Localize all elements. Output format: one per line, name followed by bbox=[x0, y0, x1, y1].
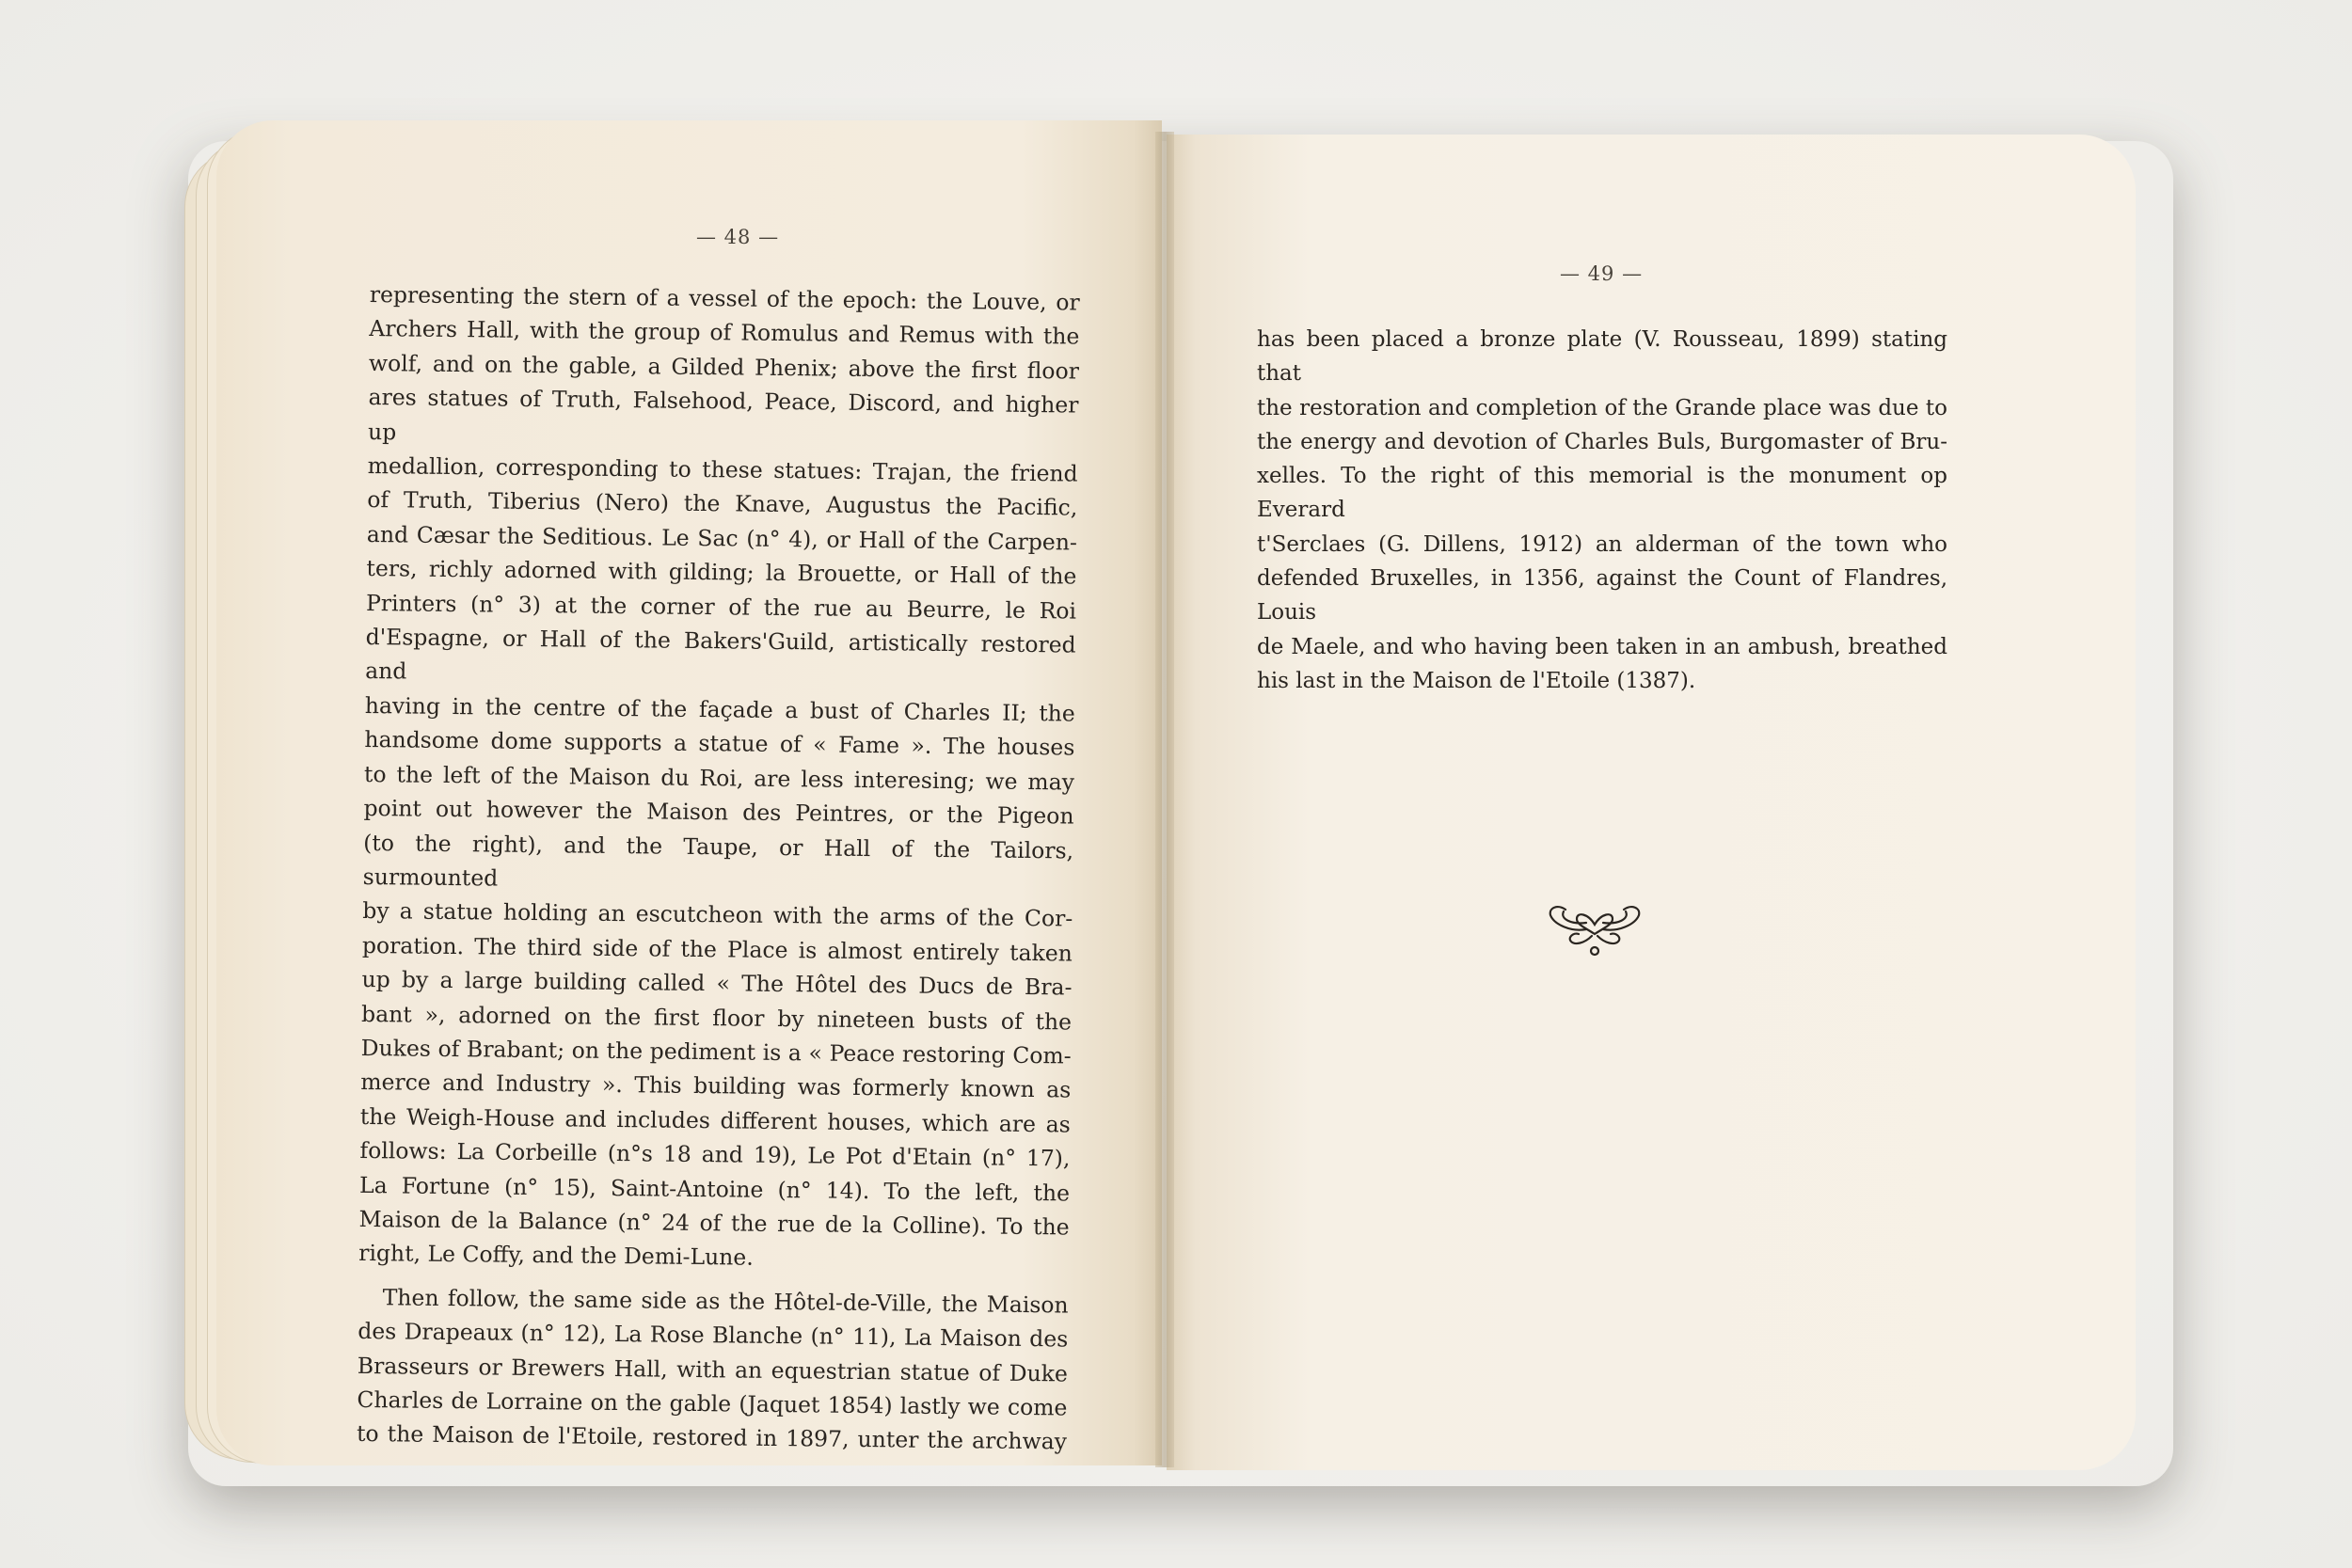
text-line: of Truth, Tiberius (Nero) the Knave, Augustus the Pacific, bbox=[367, 486, 1078, 521]
left-page-text bbox=[357, 277, 1080, 1459]
text-line: medallion, corresponding to these statues: Trajan, the friend bbox=[367, 452, 1078, 487]
book-gutter bbox=[1155, 132, 1174, 1467]
right-page-text bbox=[1257, 323, 1947, 698]
text-line: wolf, and on the gable, a Gilded Phenix; above the first floor bbox=[368, 349, 1080, 385]
text-line: Then follow, the same side as the Hôtel-de-Ville, the Maison bbox=[382, 1284, 1069, 1319]
text-line: t'Serclaes (G. Dillens, 1912) an alderman of the town who bbox=[1257, 531, 1947, 557]
text-line: ters, richly adorned with gilding; la Brouette, or Hall of the bbox=[366, 555, 1077, 590]
text-line: Printers (n° 3) at the corner of the rue au Beurre, le Roi bbox=[365, 589, 1077, 625]
text-line: the energy and devotion of Charles Buls, Burgomaster of Bru- bbox=[1257, 429, 1947, 454]
text-line: handsome dome supports a statue of « Fame ». The houses bbox=[364, 726, 1075, 761]
paragraph-2 bbox=[357, 1280, 1069, 1460]
text-line: by a statue holding an escutcheon with the arms of the Cor- bbox=[362, 897, 1073, 932]
text-line: Dukes of Brabant; on the pediment is a « Peace restoring Com- bbox=[360, 1034, 1072, 1069]
text-line: bant », adorned on the first floor by nineteen busts of the bbox=[360, 1000, 1073, 1036]
text-line: point out however the Maison des Peintres, or the Pigeon bbox=[363, 795, 1074, 830]
text-line: merce and Industry ». This building was formerly known as bbox=[360, 1069, 1072, 1103]
text-line: representing the stern of a vessel of the epoch: the Louve, or bbox=[369, 280, 1080, 316]
text-line: his last in the Maison de l'Etoile (1387). bbox=[1257, 668, 1696, 693]
paragraph-continued bbox=[1257, 323, 1947, 698]
text-line: to the left of the Maison du Roi, are less interesing; we may bbox=[363, 760, 1075, 796]
text-line: up by a large building called « The Hôtel des Ducs de Bra- bbox=[361, 966, 1073, 1001]
text-line: La Fortune (n° 15), Saint-Antoine (n° 14). To the left, the bbox=[358, 1171, 1071, 1207]
text-line: des Drapeaux (n° 12), La Rose Blanche (n° 11), La Maison des bbox=[358, 1318, 1069, 1353]
page-number-49: — 49 — bbox=[1560, 262, 1644, 285]
text-line: Charles de Lorraine on the gable (Jaquet 1854) lastly we come bbox=[357, 1386, 1068, 1421]
text-line: follows: La Corbeille (n°s 18 and 19), Le Pot d'Etain (n° 17), bbox=[359, 1137, 1071, 1172]
text-line: d'Espagne, or Hall of the Bakers'Guild, artistically restored and bbox=[365, 624, 1076, 685]
paragraph-1 bbox=[358, 277, 1080, 1278]
text-line: defended Bruxelles, in 1356, against the Count of Flandres, Louis bbox=[1257, 566, 1947, 626]
text-line: Brasseurs or Brewers Hall, with an equestrian statue of Duke bbox=[357, 1352, 1068, 1387]
text-line: right, Le Coffy, and the Demi-Lune. bbox=[358, 1240, 754, 1272]
text-line: the Weigh-House and includes different houses, which are as bbox=[359, 1102, 1071, 1138]
text-line: Maison de la Balance (n° 24 of the rue de la Colline). To the bbox=[358, 1205, 1070, 1241]
text-line: and Cæsar the Seditious. Le Sac (n° 4), or Hall of the Carpen- bbox=[366, 520, 1078, 556]
page-number-48: — 48 — bbox=[696, 226, 780, 248]
heart-scroll-ornament-icon bbox=[1543, 896, 1646, 967]
text-line: to the Maison de l'Etoile, restored in 1897, unter the archway bbox=[356, 1420, 1068, 1455]
text-line: de Maele, and who having been taken in an ambush, breathed bbox=[1257, 634, 1947, 659]
text-line: has been placed a bronze plate (V. Rousseau, 1899) stating that bbox=[1257, 327, 1947, 387]
text-line: xelles. To the right of this memorial is the monument op Everard bbox=[1257, 464, 1947, 523]
right-page bbox=[1167, 135, 2136, 1470]
text-line: the restoration and completion of the Grande place was due to bbox=[1257, 395, 1947, 420]
text-line: having in the centre of the façade a bust of Charles II; the bbox=[364, 691, 1075, 727]
text-line: ares statues of Truth, Falsehood, Peace, Discord, and higher up bbox=[367, 384, 1079, 445]
text-line: Archers Hall, with the group of Romulus and Remus with the bbox=[369, 315, 1080, 350]
text-line: poration. The third side of the Place is almost entirely taken bbox=[361, 931, 1073, 967]
left-page bbox=[216, 120, 1162, 1465]
text-line: (to the right), and the Taupe, or Hall of the Tailors, surmounted bbox=[362, 829, 1074, 892]
